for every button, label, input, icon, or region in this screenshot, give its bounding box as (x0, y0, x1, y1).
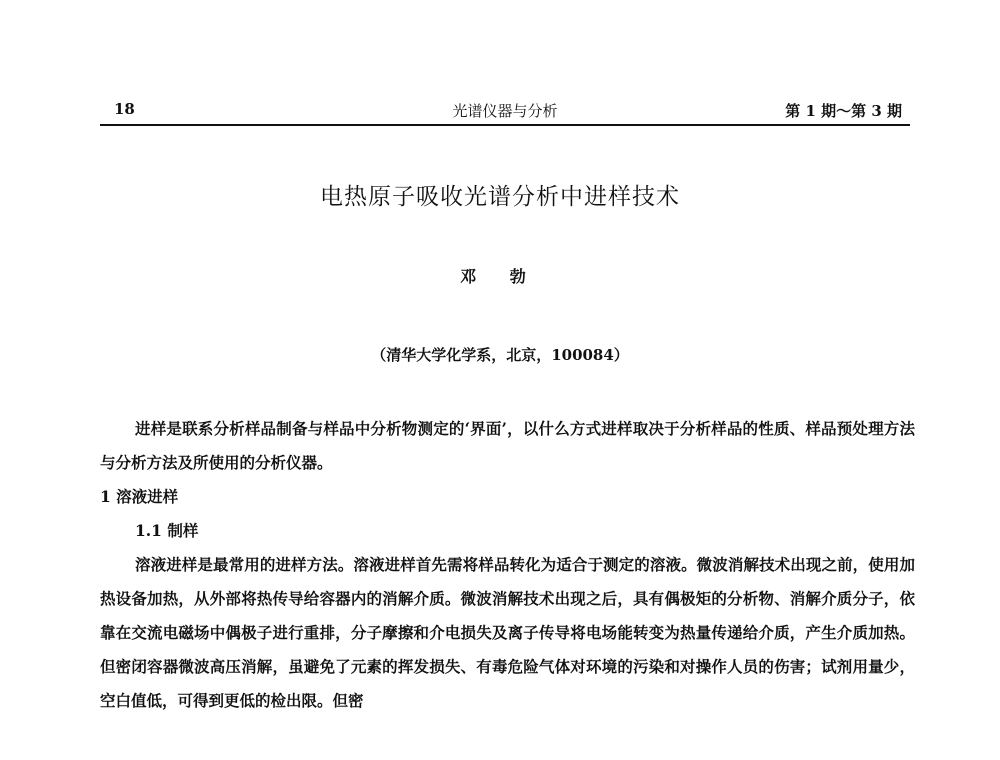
article-author: 邓 勃 (460, 267, 540, 286)
issue-range: 第 1 期～第 3 期 (785, 102, 902, 120)
article-title: 电热原子吸收光谱分析中进样技术 (320, 184, 680, 210)
section-heading: 1 溶液进样 (100, 487, 179, 506)
subsection-heading: 1.1 制样 (135, 521, 199, 540)
running-header (100, 96, 910, 126)
author-affiliation: （清华大学化学系，北京，100084） (371, 346, 629, 364)
journal-name: 光谱仪器与分析 (452, 102, 558, 120)
article-body (100, 412, 915, 718)
intro-paragraph: 进样是联系分析样品制备与样品中分析物测定的‘界面’，以什么方式进样取决于分析样品的性质、样品预处理方法与分析方法及所使用的分析仪器。 (100, 419, 915, 472)
page-number: 18 (114, 100, 135, 118)
body-paragraph: 溶液进样是最常用的进样方法。溶液进样首先需将样品转化为适合于测定的溶液。微波消解技术出现之前，使用加热设备加热，从外部将热传导给容器内的消解介质。微波消解技术出现之后，具有偶极矩的分析物、消解介质分子，依靠在交流电磁场中偶极子进行重排，分子摩擦和介电损失及离子传导将电场能转变为热量传递给介质，产生介质加热。但密闭容器微波高压消解，虽避免了元素的挥发损失、有毒危险气体对环境的污染和对操作人员的伤害；试剂用量少，空白值低，可得到更低的检出限。但密 (100, 555, 915, 710)
